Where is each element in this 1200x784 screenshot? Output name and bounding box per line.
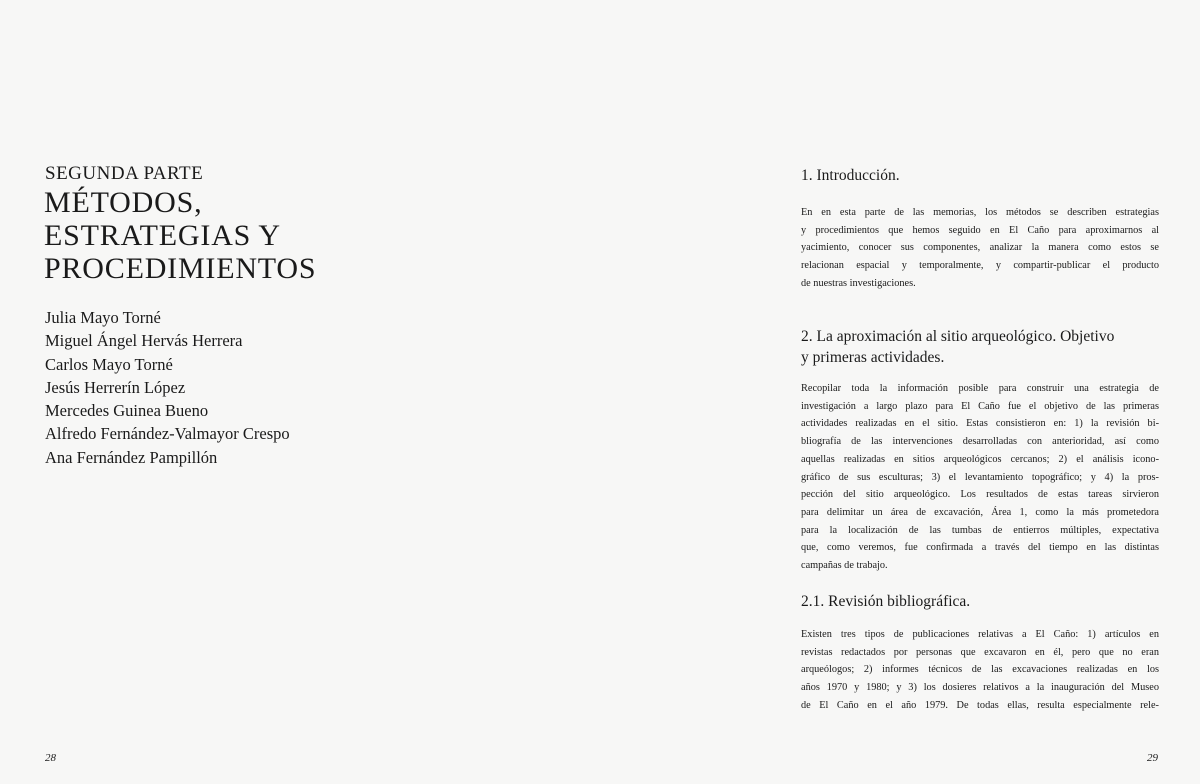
author-list [45, 306, 290, 469]
text-line: yacimiento, conocer sus componentes, analizar la manera como estos se [801, 242, 1159, 254]
text-line: para delimitar un área de excavación, Área 1, como la más prometedora [801, 506, 1159, 518]
text-line: campañas de trabajo. [801, 560, 888, 572]
text-line: En en esta parte de las memorias, los métodos se describen estrategias [801, 207, 1159, 218]
text-line: Recopilar toda la información posible para construir una estrategia de [801, 383, 1159, 394]
part-title-line: PROCEDIMIENTOS [44, 252, 317, 285]
heading-line: 2. La aproximación al sitio arqueológico. Objetivo [801, 328, 1115, 345]
text-line: relacionan espacial y temporalmente, y compartir-publicar el producto [801, 260, 1159, 272]
author-name: Miguel Ángel Hervás Herrera [45, 331, 243, 351]
page-number-left: 28 [45, 752, 56, 764]
author-name: Ana Fernández Pampillón [45, 447, 218, 467]
text-line: revistas redactados por personas que excavaron en él, pero que no eran [801, 646, 1159, 658]
text-line: de El Caño en el año 1979. De todas ellas, resulta especialmente rele- [801, 699, 1159, 711]
part-title-line: MÉTODOS, [44, 186, 203, 219]
author-name: Mercedes Guinea Bueno [45, 401, 209, 421]
text-line: que, como veremos, fue confirmada a través del tiempo en las distintas [801, 542, 1159, 554]
section-heading-introduction: 1. Introducción. [801, 167, 900, 184]
section-body-approach [801, 380, 1159, 575]
part-label: SEGUNDA PARTE [45, 163, 204, 184]
part-title-line: ESTRATEGIAS Y [44, 219, 281, 252]
heading-line: y primeras actividades. [801, 349, 945, 366]
text-line: investigación a largo plazo para El Caño fue el objetivo de las primeras [801, 400, 1159, 412]
section-body-introduction [801, 204, 1159, 293]
text-line: de nuestras investigaciones. [801, 277, 916, 289]
author-name: Jesús Herrerín López [45, 377, 186, 397]
section-heading-approach [801, 326, 1159, 368]
author-name: Carlos Mayo Torné [45, 354, 173, 374]
text-line: Existen tres tipos de publicaciones relativas a El Caño: 1) artículos en [801, 629, 1159, 640]
text-line: aquellas realizadas en sitios arqueológicos cercanos; 2) el análisis icono- [801, 453, 1159, 465]
section-heading-bibliographic-review: 2.1. Revisión bibliográfica. [801, 593, 971, 610]
author-name: Alfredo Fernández-Valmayor Crespo [45, 424, 290, 444]
text-line: arqueólogos; 2) informes técnicos de las excavaciones realizadas en los [801, 664, 1159, 676]
part-title [44, 186, 464, 285]
text-line: gráfico de sus esculturas; 3) el levantamiento topográfico; y 4) la pros- [801, 471, 1159, 483]
text-line: años 1970 y 1980; y 3) los dosieres relativos a la inauguración del Museo [801, 682, 1159, 694]
text-line: para la localización de las tumbas de entierros múltiples, expectativa [801, 524, 1159, 536]
text-line: bliografía de las intervenciones desarrolladas con anterioridad, así como [801, 436, 1159, 448]
right-page [600, 0, 1200, 784]
section-body-bibliographic-review [801, 626, 1159, 715]
author-name: Julia Mayo Torné [45, 308, 161, 327]
text-line: y procedimientos que hemos seguido en El Caño para aproximarnos al [801, 224, 1159, 236]
page-number-right: 29 [1147, 752, 1158, 764]
text-line: pección del sitio arqueológico. Los resultados de estas tareas sirvieron [801, 489, 1159, 501]
text-line: actividades realizadas en el sitio. Estas consistieron en: 1) la revisión bi- [801, 418, 1159, 430]
